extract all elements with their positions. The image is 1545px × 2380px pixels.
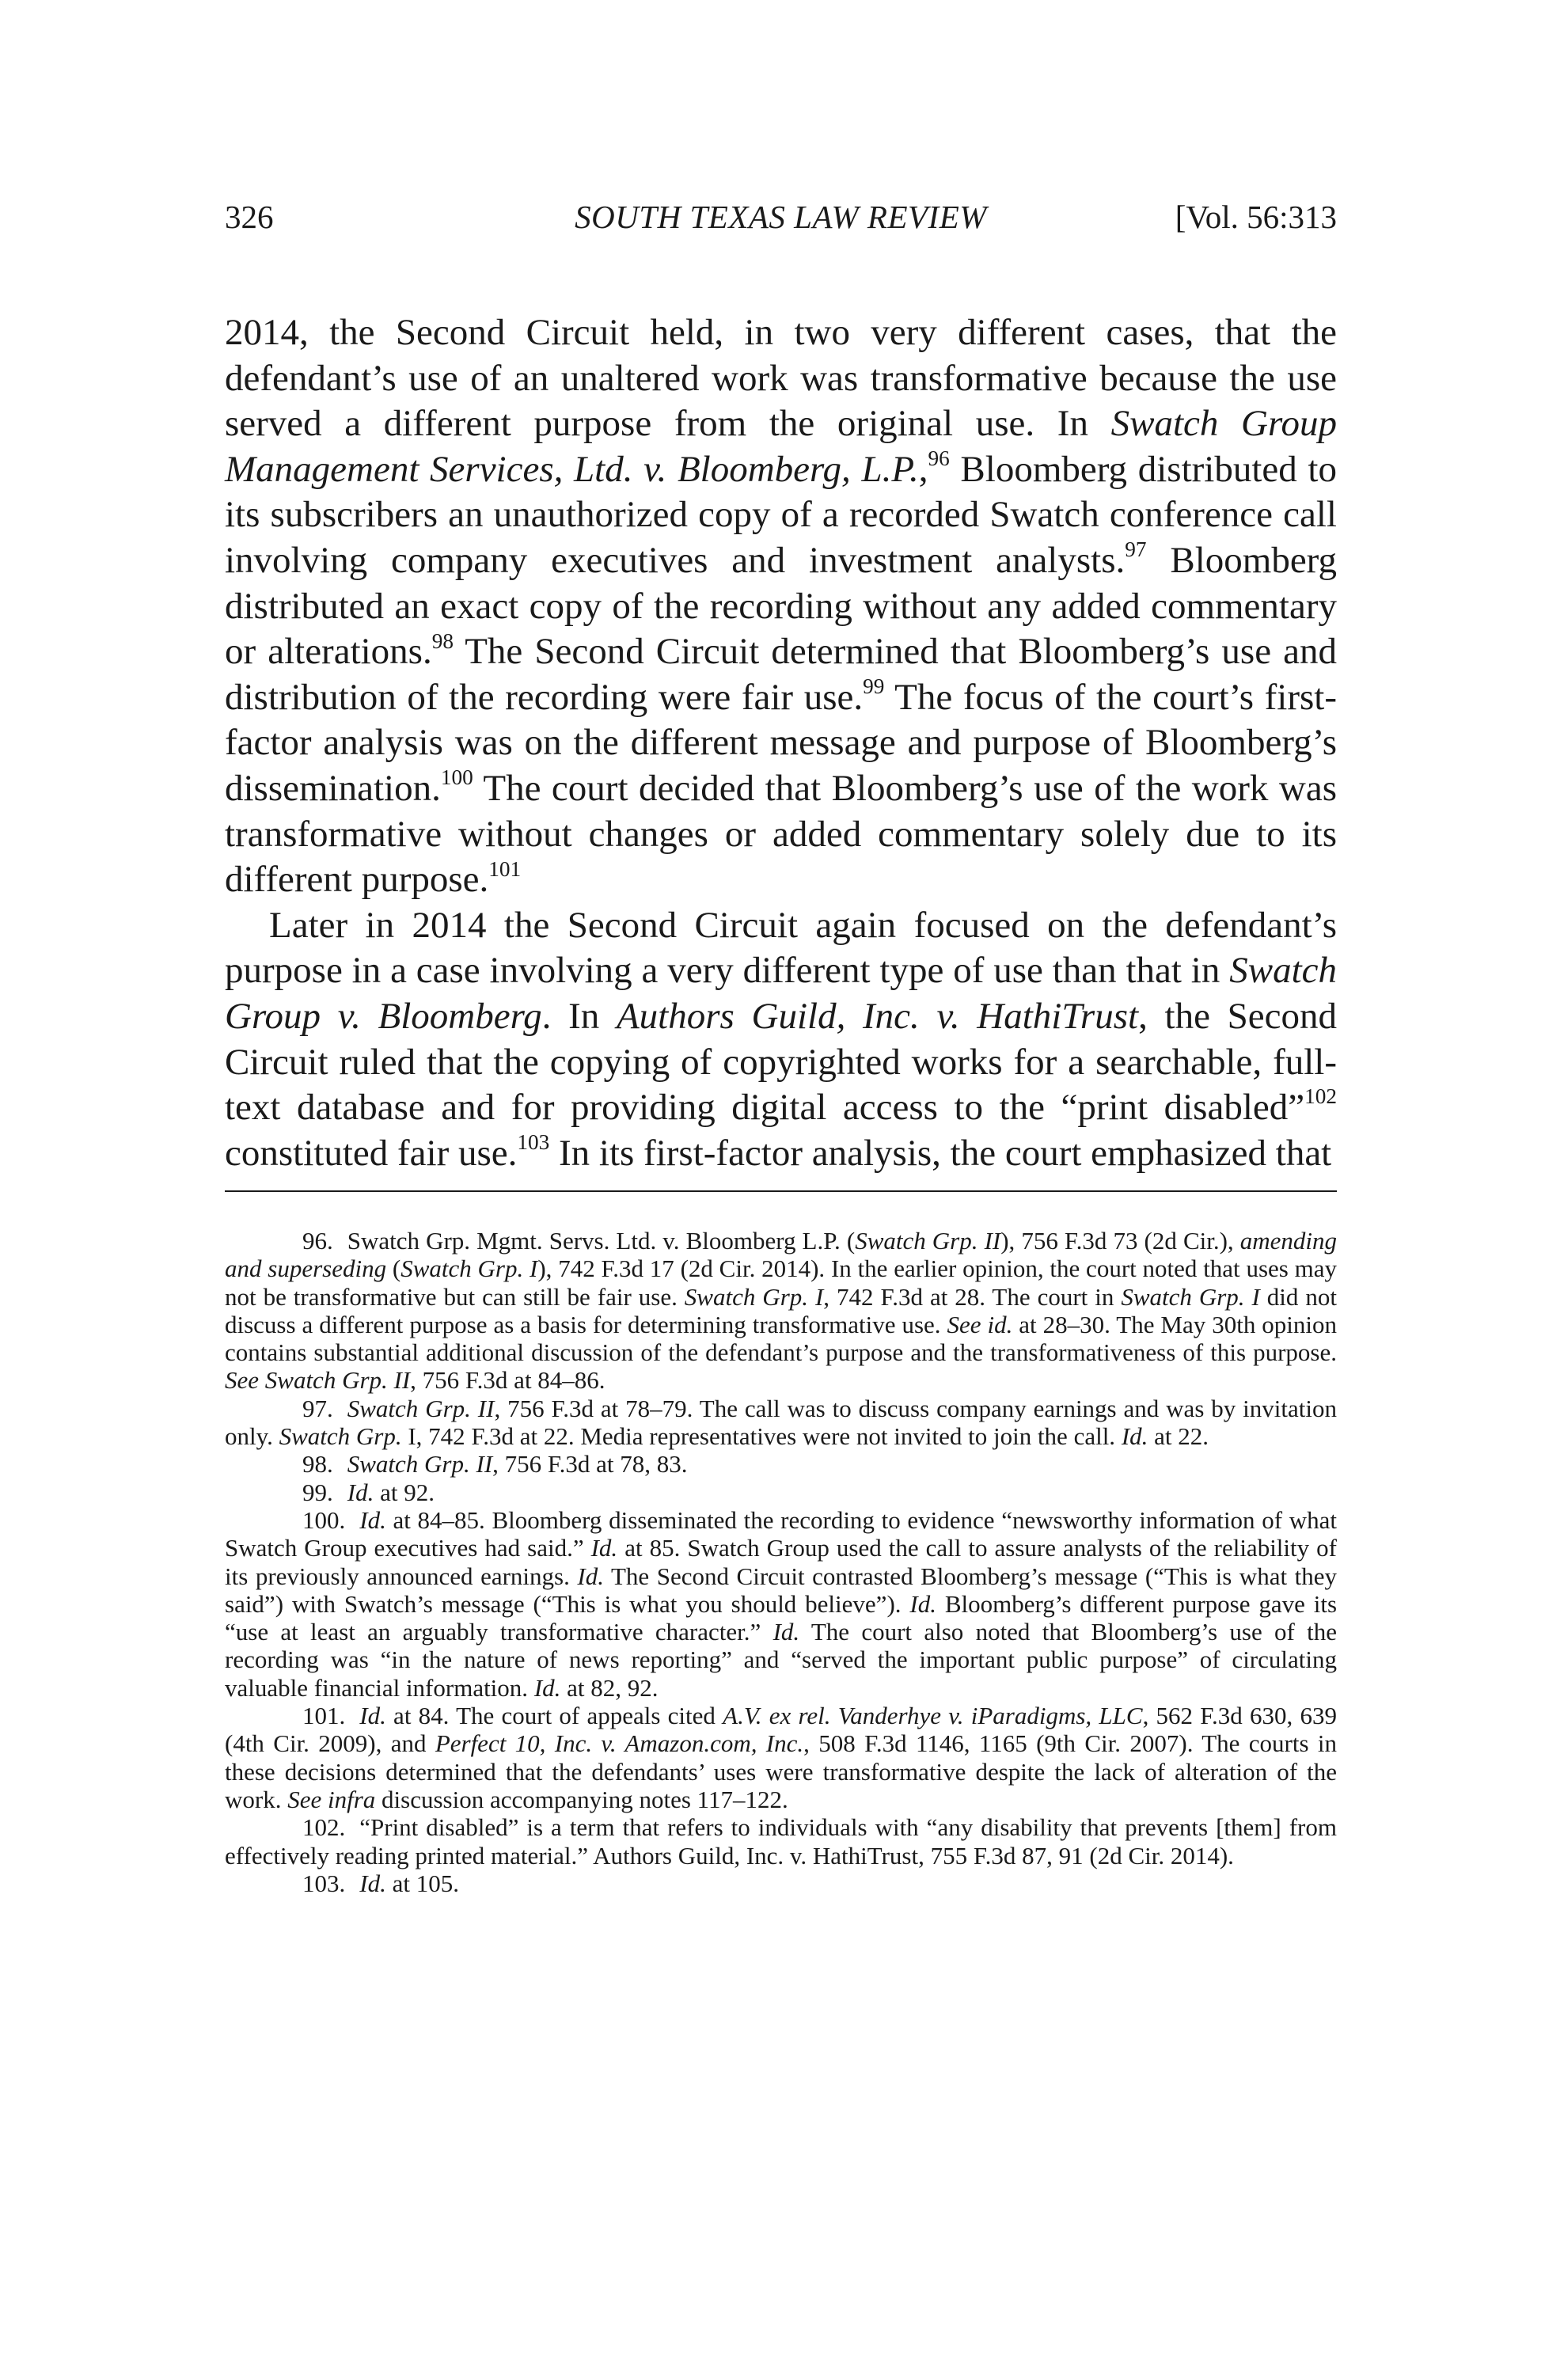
journal-title: SOUTH TEXAS LAW REVIEW (575, 199, 987, 235)
italic-run: Swatch Grp. II (347, 1450, 493, 1478)
text-run: The court decided that Bloomberg’s use of the work was transformative without changes or added commentary solely due to its different purpose. (225, 767, 1337, 901)
text-run: discussion accompanying notes 117–122. (375, 1785, 788, 1813)
footnote-divider (225, 1190, 1337, 1192)
footnote-103 (225, 1869, 1337, 1897)
italic-run: Swatch Grp. II (855, 1227, 1001, 1255)
page-number: 326 (225, 199, 274, 235)
text-run: , 562 F.3d 630, 639 (4th Cir. 2009), and (225, 1702, 1337, 1758)
text-run: The court also noted that Bloomberg’s use of the recording was “in the nature of news reporting” and “served the important public purpose” of circulating valuable financial information. (225, 1618, 1337, 1702)
italic-run: Swatch Grp. I (1121, 1282, 1260, 1311)
italic-run: Id. (533, 1673, 561, 1702)
italic-run: Swatch Grp. II (347, 1394, 495, 1422)
footnote-98 (225, 1450, 1337, 1478)
footnote-number: 100. (302, 1505, 346, 1534)
text-run: , 756 F.3d at 78–79. The call was to discuss company earnings and was by invitation only. (225, 1394, 1337, 1451)
italic-run: Id. (772, 1618, 800, 1646)
text-run: The focus of the court’s first-factor analysis was on the different message and purpose of Bloomberg’s dissemination. (225, 676, 1338, 809)
text-run: at 22. (1148, 1422, 1209, 1451)
italic-run: Swatch Grp. I (684, 1282, 824, 1311)
italic-run: A.V. ex rel. Vanderhye v. iParadigms, LLC (723, 1702, 1143, 1730)
footnote-number: 103. (302, 1869, 346, 1897)
text-run: at 82, 92. (560, 1673, 659, 1702)
text-run: , 742 F.3d at 28. The court in (823, 1282, 1122, 1311)
footnote-ref[interactable]: 99 (863, 674, 885, 699)
italic-run: Id. (577, 1562, 604, 1590)
case-name: Swatch Group v. Bloomberg (225, 950, 1337, 1037)
text-run: at 28–30. The May 30th opinion contains substantial additional discussion of the defendant’s purpose and the transformativeness of this purpose. (225, 1310, 1337, 1367)
text-run: Swatch Grp. Mgmt. Servs. Ltd. v. Bloomberg L.P. ( (347, 1227, 856, 1255)
footnote-number: 98. (302, 1450, 333, 1478)
text-run: I, 742 F.3d at 22. Media representatives were not invited to join the call. (401, 1422, 1122, 1451)
text-run: constituted fair use. (225, 1132, 518, 1174)
italic-run: Id. (590, 1534, 618, 1562)
text-run: “Print disabled” is a term that refers to individuals with “any disability that prevents [them] from effectively reading printed material.” Authors Guild, Inc. v. HathiTrust, 755 F.3d 87, 91 (2d Cir. 2014). (225, 1813, 1337, 1869)
italic-run: Perfect 10, Inc. v. Amazon.com, Inc. (435, 1729, 804, 1758)
text-run: at 105. (385, 1869, 459, 1897)
footnote-102 (225, 1813, 1337, 1869)
text-run: did not discuss a different purpose as a basis for determining transformative use. (225, 1282, 1337, 1338)
text-run: In its first-factor analysis, the court emphasized that (549, 1132, 1332, 1174)
case-name: Swatch Group Management Services, Ltd. v. Bloomberg, L.P. (225, 403, 1337, 490)
italic-run: amending and superseding (225, 1227, 1337, 1283)
italic-run: See id. (947, 1310, 1013, 1338)
text-run: , 756 F.3d at 84–86. (410, 1366, 605, 1395)
footnote-ref[interactable]: 103 (517, 1130, 550, 1155)
paragraph-1 (225, 310, 1337, 903)
text-run: at 92. (374, 1478, 435, 1506)
footnote-number: 102. (302, 1813, 346, 1842)
text-run: Bloomberg distributed to its subscribers an unauthorized copy of a recorded Swatch conference call involving company executives and investment analysts. (225, 448, 1337, 581)
text-run: . In (541, 995, 617, 1037)
text-run: at 84. The court of appeals cited (385, 1702, 723, 1730)
footnote-101 (225, 1702, 1337, 1813)
footnote-ref[interactable]: 102 (1304, 1084, 1337, 1109)
text-run: , 508 F.3d 1146, 1165 (9th Cir. 2007). The courts in these decisions determined that the defendants’ uses were transformative despite the lack of alteration of the work. (225, 1729, 1337, 1813)
text-run: ), 742 F.3d 17 (2d Cir. 2014). In the earlier opinion, the court noted that uses may not be transformative but can still be fair use. (225, 1255, 1337, 1311)
italic-run: See infra (287, 1785, 376, 1813)
footnote-97 (225, 1395, 1337, 1451)
text-run: Bloomberg distributed an exact copy of the recording without any added commentary or alterations. (225, 539, 1337, 673)
text-run: , the Second Circuit ruled that the copying of copyrighted works for a searchable, full-text database and for providing digital access to the “print disabled” (225, 995, 1337, 1129)
italic-run: Id. (359, 1702, 386, 1730)
text-run: ( (386, 1255, 401, 1283)
italic-run: Id. (1121, 1422, 1148, 1451)
main-text (225, 310, 1337, 1176)
footnote-100 (225, 1506, 1337, 1702)
footnote-ref[interactable]: 96 (928, 446, 950, 471)
italic-run: Id. (347, 1478, 374, 1506)
text-run: 2014, the Second Circuit held, in two very different cases, that the defendant’s use of an unaltered work was transformative because the use served a different purpose from the original use. In (225, 312, 1337, 445)
footnote-number: 96. (302, 1227, 333, 1255)
volume-citation: [Vol. 56:313 (1175, 199, 1337, 235)
italic-run: Id. (359, 1869, 386, 1897)
text-run: The Second Circuit contrasted Bloomberg’s message (“This is what they said”) with Swatch’s message (“This is what you should believe”). (225, 1562, 1337, 1618)
paragraph-2 (225, 903, 1337, 1177)
footnote-number: 99. (302, 1478, 333, 1506)
text-run: Later in 2014 the Second Circuit again focused on the defendant’s purpose in a case involving a very different type of use than that in (225, 904, 1337, 992)
text-run: , 756 F.3d at 78, 83. (492, 1450, 688, 1478)
text-run: Bloomberg’s different purpose gave its “use at least an arguably transformative character.” (225, 1589, 1338, 1646)
case-name: Authors Guild, Inc. v. HathiTrust (616, 995, 1139, 1037)
footnotes-section (225, 1227, 1337, 1897)
italic-run: See Swatch Grp. II (225, 1366, 411, 1395)
footnote-ref[interactable]: 101 (488, 856, 522, 881)
italic-run: Id. (359, 1505, 386, 1534)
footnote-ref[interactable]: 97 (1125, 537, 1147, 562)
text-run: at 84–85. Bloomberg disseminated the recording to evidence “newsworthy information of what Swatch Group executives had said.” (225, 1505, 1337, 1562)
text-run: , (918, 448, 928, 490)
footnote-99 (225, 1478, 1337, 1506)
text-run: at 85. Swatch Group used the call to assure analysts of the reliability of its previously announced earnings. (225, 1534, 1337, 1590)
footnote-number: 97. (302, 1394, 333, 1422)
italic-run: Id. (909, 1589, 936, 1618)
footnote-96 (225, 1227, 1337, 1395)
text-run: The Second Circuit determined that Bloomberg’s use and distribution of the recording were fair use. (225, 631, 1337, 718)
italic-run: Swatch Grp. (279, 1422, 402, 1451)
footnote-ref[interactable]: 100 (440, 765, 473, 790)
footnote-number: 101. (302, 1702, 346, 1730)
running-header (225, 198, 1337, 245)
text-run: ), 756 F.3d 73 (2d Cir.), (1000, 1227, 1240, 1255)
italic-run: Swatch Grp. I (400, 1255, 538, 1283)
footnote-ref[interactable]: 98 (431, 628, 454, 653)
